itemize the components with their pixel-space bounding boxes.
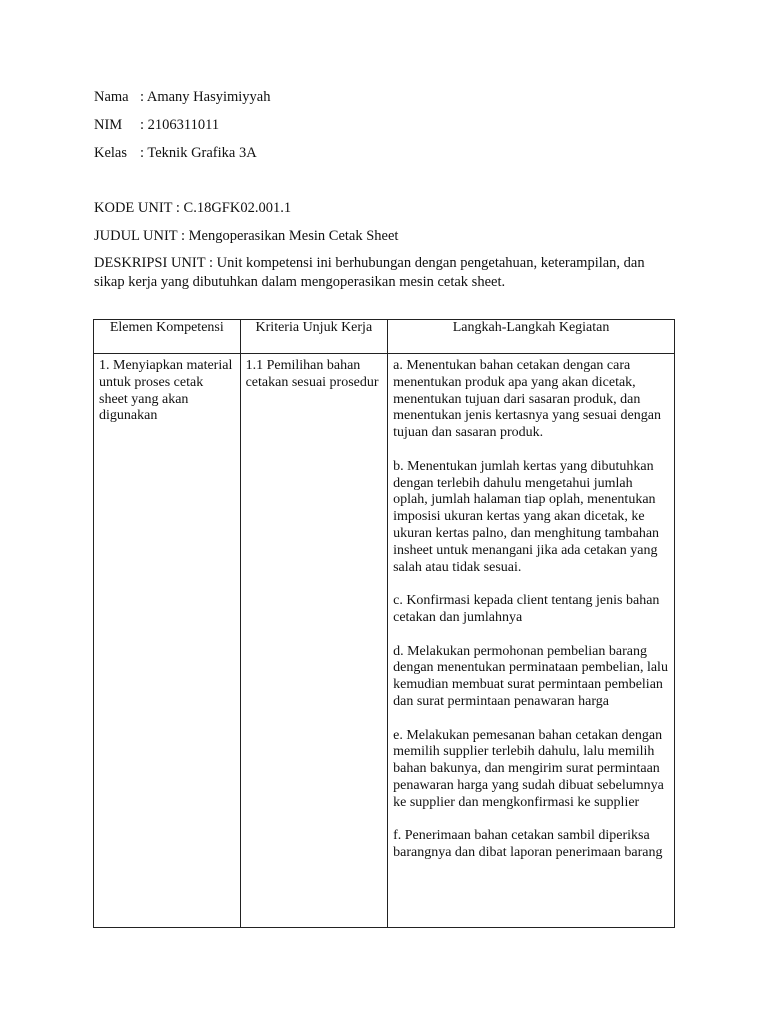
unit-description: DESKRIPSI UNIT : Unit kompetensi ini berhubungan dengan pengetahuan, keterampilan, dan sikap kerja yang dibutuhkan dalam mengoperasikan mesin cetak sheet. [94, 255, 645, 290]
header-label: Kriteria Unjuk Kerja [255, 320, 373, 335]
student-name-line [94, 88, 271, 106]
element-cell: 1. Menyiapkan material untuk proses cetak sheet yang akan digunakan [94, 354, 241, 928]
class-label: Kelas [94, 145, 128, 161]
student-class-line [94, 144, 257, 162]
step-d: d. Melakukan permohonan pembelian barang dengan menentukan perminataan pembelian, lalu kemudian membuat surat permintaan pembelian dan surat permintaan penawaran harga [393, 643, 668, 709]
criteria-cell: 1.1 Pemilihan bahan cetakan sesuai prosedur [240, 354, 388, 928]
step-e: e. Melakukan pemesanan bahan cetakan dengan memilih supplier terlebih dahulu, lalu memilih bahan bakunya, dan mengirim surat permintaan penawaran harga yang sudah dibuat sebelumnya ke supplier dan mengkonfirmasi ke supplier [393, 727, 664, 810]
header-langkah-kegiatan [388, 320, 675, 354]
step-b: b. Menentukan jumlah kertas yang dibutuhkan dengan terlebih dahulu mengetahui jumlah oplah, jumlah halaman tiap oplah, menentukan imposisi ukuran kertas yang akan dicetak, ke ukuran kertas palno, dan menghitung tambahan insheet untuk menangani jika ada cetakan yang salah atau tidak sesuai. [393, 458, 660, 575]
unit-code: KODE UNIT : C.18GFK02.001.1 [94, 200, 292, 216]
step-a: a. Menentukan bahan cetakan dengan cara menentukan produk apa yang akan dicetak, menentukan tujuan dari sasaran produk, dan menentukan jenis kertasnya yang sesuai dengan tujuan dan sasaran produk. [393, 358, 661, 441]
steps-cell [388, 354, 675, 928]
header-label: Elemen Kompetensi [109, 320, 224, 335]
table-header-row [94, 320, 675, 354]
student-nim-line [94, 116, 219, 134]
header-kriteria-unjuk-kerja [240, 320, 388, 354]
unit-title: JUDUL UNIT : Mengoperasikan Mesin Cetak Sheet [94, 228, 399, 244]
header-elemen-kompetensi [94, 320, 241, 354]
nim-value: : 2106311011 [140, 117, 220, 133]
table-row [94, 354, 675, 928]
class-value: : Teknik Grafika 3A [140, 145, 257, 161]
step-f: f. Penerimaan bahan cetakan sambil diperiksa barangnya dan dibat laporan penerimaan barang [393, 828, 663, 861]
nim-label: NIM [94, 117, 123, 133]
competency-table [93, 319, 675, 928]
name-label: Nama [94, 89, 129, 105]
step-c: c. Konfirmasi kepada client tentang jenis bahan cetakan dan jumlahnya [393, 593, 660, 625]
header-label: Langkah-Langkah Kegiatan [452, 320, 610, 335]
name-value: : Amany Hasyimiyyah [140, 89, 271, 105]
